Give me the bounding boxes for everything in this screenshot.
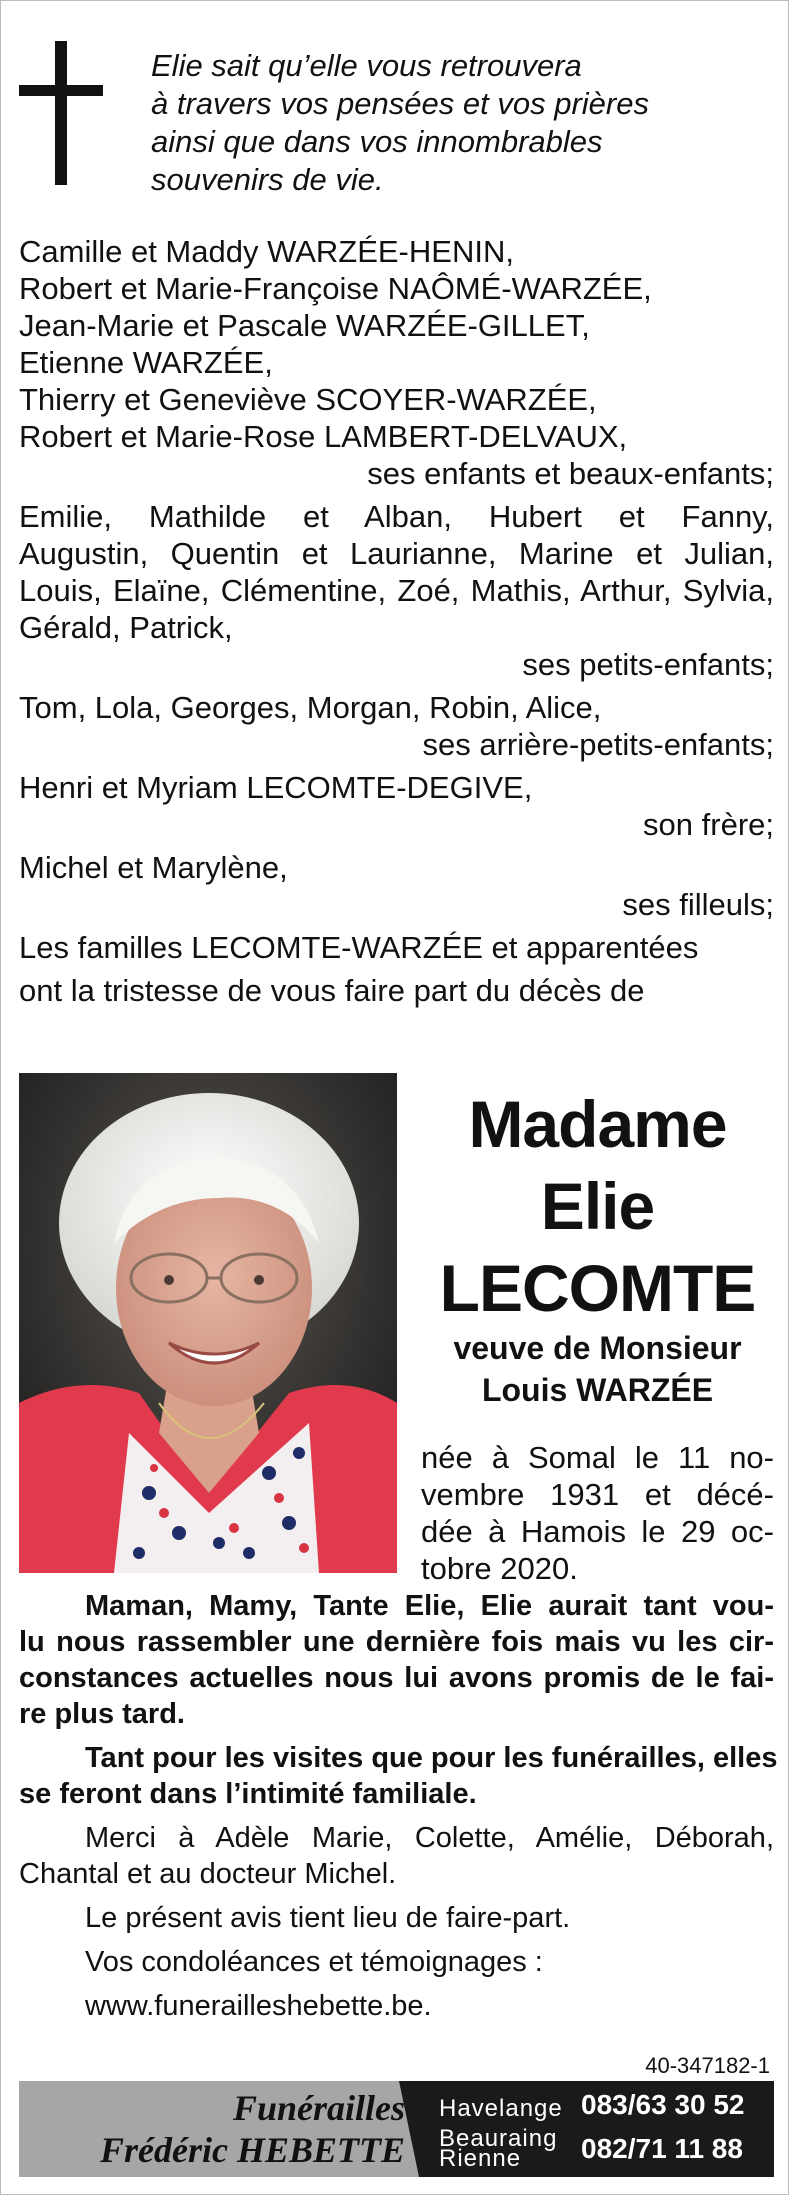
- portrait-photo: [19, 1073, 397, 1573]
- message-line: Le présent avis tient lieu de faire-part.: [85, 1902, 571, 1934]
- message-line: Chantal et au docteur Michel.: [19, 1858, 397, 1890]
- location-havelange: [439, 2095, 563, 2123]
- child-line: Camille et Maddy WARZÉE-HENIN,: [19, 234, 514, 269]
- website-link[interactable]: www.funerailleshebette.be.: [85, 1990, 432, 2022]
- children-role: ses enfants et beaux-enfants;: [367, 456, 774, 491]
- grandchild-line: Augustin, Quentin et Laurianne, Marine et Julian,: [19, 536, 774, 571]
- message-line: se feront dans l’intimité familiale.: [19, 1778, 477, 1810]
- funeral-home-name: [19, 2081, 419, 2177]
- grandchild-line: Gérald, Patrick,: [19, 610, 233, 645]
- child-line: Robert et Marie-Françoise NAÔMÉ-WARZÉE,: [19, 271, 652, 306]
- brother-role: son frère;: [643, 807, 774, 842]
- phone-havelange[interactable]: 083/63 30 52: [581, 2089, 745, 2120]
- message-line: lu nous rassembler une dernière fois mais vu les cir-: [19, 1626, 774, 1658]
- godchildren-role: ses filleuls;: [622, 887, 774, 922]
- message-line: Vos condoléances et témoignages :: [85, 1946, 543, 1978]
- birth-death-info: [421, 1439, 774, 1587]
- widow-line: Louis WARZÉE: [481, 1372, 714, 1408]
- message-line: re plus tard.: [19, 1698, 185, 1730]
- widow-of: [421, 1327, 774, 1411]
- message-line: Maman, Mamy, Tante Elie, Elie aurait tant vou-: [85, 1590, 774, 1622]
- location-label: Rienne: [439, 2145, 522, 2172]
- born-line: tobre 2020.: [421, 1551, 578, 1586]
- grandchild-line: Louis, Elaïne, Clémentine, Zoé, Mathis, Arthur, Sylvia,: [19, 573, 774, 608]
- phone-beauraing[interactable]: 082/71 11 88: [581, 2133, 743, 2164]
- deceased-name: [421, 1083, 774, 1329]
- families-line: Les familles LECOMTE-WARZÉE et apparentées: [19, 930, 699, 965]
- verse-line: souvenirs de vie.: [151, 162, 384, 197]
- location-label: Beauraing: [439, 2125, 558, 2152]
- godchildren-line: Michel et Marylène,: [19, 850, 288, 885]
- message-block: [19, 1588, 778, 2024]
- company-line: Frédéric HEBETTE: [100, 2130, 405, 2170]
- born-line: dée à Hamois le 29 oc-: [421, 1514, 774, 1549]
- child-line: Etienne WARZÉE,: [19, 345, 273, 380]
- company-line: Funérailles: [232, 2088, 405, 2128]
- born-line: née à Somal le 11 no-: [421, 1440, 774, 1475]
- funeral-home-footer: [19, 2081, 774, 2177]
- family-list: [19, 233, 774, 1009]
- great-grandchildren-line: Tom, Lola, Georges, Morgan, Robin, Alice,: [19, 690, 602, 725]
- deceased-first-name: Elie: [540, 1169, 655, 1243]
- grandchildren-role: ses petits-enfants;: [522, 647, 774, 682]
- brother-line: Henri et Myriam LECOMTE-DEGIVE,: [19, 770, 533, 805]
- deceased-last-name: LECOMTE: [439, 1251, 756, 1325]
- born-line: vembre 1931 et décé-: [421, 1477, 774, 1512]
- child-line: Robert et Marie-Rose LAMBERT-DELVAUX,: [19, 419, 628, 454]
- verse: [151, 47, 771, 199]
- verse-line: ainsi que dans vos innombrables: [151, 124, 603, 159]
- verse-line: Elie sait qu’elle vous retrouvera: [151, 48, 582, 83]
- message-line: constances actuelles nous lui avons promis de le fai-: [19, 1662, 774, 1694]
- child-line: Thierry et Geneviève SCOYER-WARZÉE,: [19, 382, 597, 417]
- reference-number: 40-347182-1: [645, 2053, 770, 2078]
- message-line: Tant pour les visites que pour les funérailles, elles: [85, 1742, 778, 1774]
- deceased-title: Madame: [468, 1087, 727, 1161]
- cross-icon: [19, 41, 103, 185]
- location-label: Havelange: [439, 2095, 563, 2122]
- message-line: Merci à Adèle Marie, Colette, Amélie, Déborah,: [85, 1822, 774, 1854]
- great-grandchildren-role: ses arrière-petits-enfants;: [422, 727, 774, 762]
- verse-line: à travers vos pensées et vos prières: [151, 86, 649, 121]
- location-beauraing-rienne: [439, 2125, 558, 2172]
- child-line: Jean-Marie et Pascale WARZÉE-GILLET,: [19, 308, 590, 343]
- announcement-line: ont la tristesse de vous faire part du décès de: [19, 973, 645, 1008]
- widow-line: veuve de Monsieur: [453, 1330, 742, 1366]
- contact-panel: [419, 2081, 774, 2177]
- grandchild-line: Emilie, Mathilde et Alban, Hubert et Fanny,: [19, 499, 774, 534]
